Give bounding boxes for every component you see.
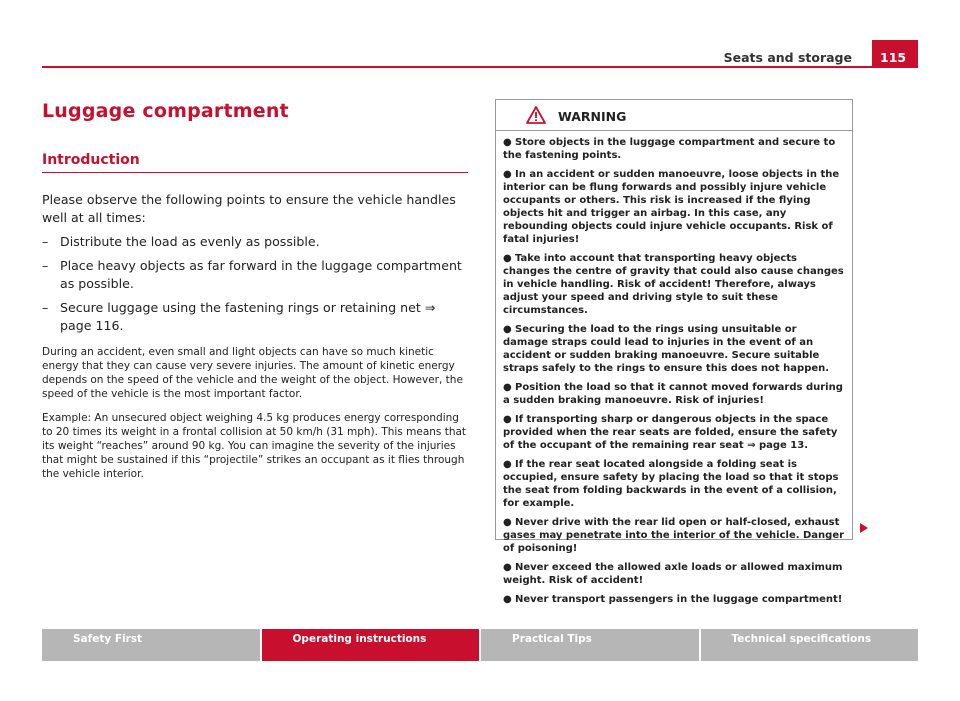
paragraph: Example: An unsecured object weighing 4.5 kg produces energy corresponding to 20 times its weight in a frontal collision at 50 km/h (31 mph). This means that its weight “reaches” around 90 kg. You can imagine the severity of the injuries that might be sustained if this “projectile” strikes an occupant as it flies through the vehicle interior. xyxy=(42,412,467,480)
page-number: 115 xyxy=(880,50,907,65)
warning-item-text: Securing the load to the rings using unsuitable or damage straps could lead to injuries in the event of an accident or sudden braking manoeuvre. Secure suitable straps safely to the rings to ensure this does not happen. xyxy=(503,324,830,374)
warning-item xyxy=(503,168,845,246)
bullet: ● xyxy=(503,324,512,335)
warning-item xyxy=(503,458,845,510)
dash-list xyxy=(42,233,468,335)
subheading: Introduction xyxy=(42,152,468,173)
section-title: Seats and storage xyxy=(723,50,852,65)
warning-header xyxy=(496,100,852,131)
warning-item xyxy=(503,136,845,162)
warning-title: WARNING xyxy=(558,109,627,124)
warning-item xyxy=(503,381,845,407)
warning-item-text: If the rear seat located alongside a folding seat is occupied, ensure safety by placing the load so that it stops the seat from folding backwards in the event of a collision, for example. xyxy=(503,459,839,509)
list-item-text: Secure luggage using the fastening rings or retaining net ⇒ page 116. xyxy=(60,300,436,333)
paragraph: During an accident, even small and light objects can have so much kinetic energy that they can cause very severe injuries. The amount of kinetic energy depends on the speed of the vehicle and the weight of the object. However, the speed of the vehicle is the most important factor. xyxy=(42,346,463,400)
list-item-text: Distribute the load as evenly as possible. xyxy=(60,234,320,249)
footer-nav xyxy=(42,629,918,661)
list-item-text: Place heavy objects as far forward in the luggage compartment as possible. xyxy=(60,258,462,291)
left-column xyxy=(42,100,468,481)
page-heading: Luggage compartment xyxy=(42,100,289,122)
warning-item xyxy=(503,593,845,606)
bullet: ● xyxy=(503,594,512,605)
header-rule xyxy=(42,66,872,68)
warning-item-text: Never drive with the rear lid open or half-closed, exhaust gases may penetrate into the interior of the vehicle. Danger of poisoning! xyxy=(503,517,845,554)
page-number-badge xyxy=(872,40,918,68)
tab-operating-instructions[interactable]: Operating instructions xyxy=(262,629,480,661)
list-item: – Distribute the load as evenly as possible. xyxy=(42,234,320,249)
bullet: ● xyxy=(503,562,512,573)
continue-arrow-icon xyxy=(860,523,868,533)
warning-item xyxy=(503,516,845,555)
bullet: ● xyxy=(503,414,512,425)
warning-item xyxy=(503,413,845,452)
warning-triangle-icon xyxy=(526,106,546,124)
warning-item xyxy=(503,252,845,317)
bullet: ● xyxy=(503,169,512,180)
bullet: ● xyxy=(503,459,512,470)
bullet: ● xyxy=(503,137,512,148)
warning-item xyxy=(503,323,845,375)
warning-item-text: Never exceed the allowed axle loads or allowed maximum weight. Risk of accident! xyxy=(503,562,843,586)
bullet: ● xyxy=(503,382,512,393)
warning-body xyxy=(496,131,852,606)
tab-technical-specifications[interactable]: Technical specifications xyxy=(701,629,919,661)
warning-box xyxy=(495,99,853,605)
warning-item-text: Take into account that transporting heavy objects changes the centre of gravity that could also cause changes in vehicle handling. Risk of accident! Therefore, always adjust your speed and driving style to suit these circumstances. xyxy=(503,253,844,316)
warning-item-text: In an accident or sudden manoeuvre, loose objects in the interior can be flung forwards and possibly injure vehicle occupants or others. This risk is increased if the flying objects hit and trigger an airbag. In this case, any rebounding objects could injure vehicle occupants. Risk of fatal injuries! xyxy=(503,169,840,245)
warning-item-text: Store objects in the luggage compartment and secure to the fastening points. xyxy=(503,137,836,161)
tab-safety-first[interactable]: Safety First xyxy=(42,629,260,661)
list-item: – Secure luggage using the fastening rings or retaining net ⇒ page 116. xyxy=(42,300,436,333)
warning-item xyxy=(503,561,845,587)
warning-item-text: Never transport passengers in the luggage compartment! xyxy=(515,594,843,605)
warning-item-text: If transporting sharp or dangerous objects in the space provided when the rear seats are folded, ensure the safety of the occupant of the remaining rear seat ⇒ page 13. xyxy=(503,414,838,451)
bullet: ● xyxy=(503,253,512,264)
list-item: – Place heavy objects as far forward in the luggage compartment as possible. xyxy=(42,258,462,291)
bullet: ● xyxy=(503,517,512,528)
tab-practical-tips[interactable]: Practical Tips xyxy=(481,629,699,661)
intro-text: Please observe the following points to ensure the vehicle handles well at all times: xyxy=(42,192,456,225)
warning-item-text: Position the load so that it cannot moved forwards during a sudden braking manoeuvre. Risk of injuries! xyxy=(503,382,843,406)
